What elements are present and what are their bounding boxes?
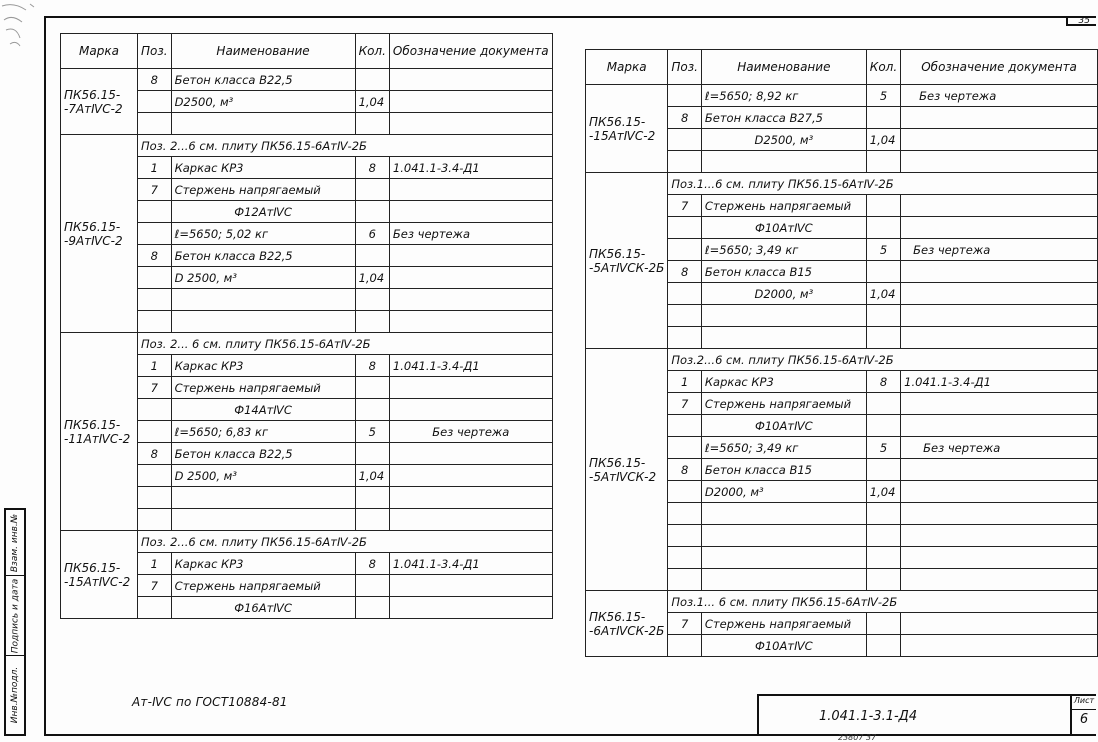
bottom-code: 23807 37 <box>838 733 877 742</box>
qty-cell <box>866 415 900 437</box>
name-cell: Каркас КР3 <box>171 553 355 575</box>
qty-cell: 5 <box>866 437 900 459</box>
doc-cell <box>389 267 552 289</box>
pos-cell <box>668 503 702 525</box>
name-cell: ℓ=5650; 3,49 кг <box>701 437 866 459</box>
qty-cell <box>866 613 900 635</box>
header-qty: Кол. <box>355 34 389 69</box>
doc-cell <box>901 415 1098 437</box>
qty-cell <box>355 377 389 399</box>
name-cell: D 2500, м³ <box>171 465 355 487</box>
name-cell: D2500, м³ <box>171 91 355 113</box>
pos-cell: 8 <box>138 443 172 465</box>
doc-cell <box>389 179 552 201</box>
pos-cell <box>138 267 172 289</box>
pos-cell <box>138 465 172 487</box>
pos-cell: 8 <box>138 69 172 91</box>
qty-cell <box>866 525 900 547</box>
pos-cell: 7 <box>668 613 702 635</box>
qty-cell <box>355 509 389 531</box>
name-cell <box>171 289 355 311</box>
mark-cell: ПК56.15- -5АтⅣСК-2Б <box>586 173 668 349</box>
doc-cell <box>901 217 1098 239</box>
doc-cell: 1.041.1-3.4-Д1 <box>901 371 1098 393</box>
name-cell <box>701 569 866 591</box>
sheet-label: Лист <box>1072 696 1096 710</box>
pos-cell: 1 <box>668 371 702 393</box>
name-cell: ℓ=5650; 3,49 кг <box>701 239 866 261</box>
doc-cell <box>901 195 1098 217</box>
doc-cell <box>389 113 552 135</box>
stamp-label-replace: Взам. инв.№ <box>10 513 20 572</box>
pos-cell <box>138 509 172 531</box>
qty-cell <box>355 575 389 597</box>
qty-cell <box>866 151 900 173</box>
qty-cell: 1,04 <box>355 91 389 113</box>
header-doc: Обозначение документа <box>389 34 552 69</box>
pos-cell <box>138 91 172 113</box>
table-row <box>61 69 553 91</box>
qty-cell: 1,04 <box>866 481 900 503</box>
qty-cell <box>866 327 900 349</box>
pos-cell <box>668 415 702 437</box>
doc-cell <box>389 91 552 113</box>
doc-cell <box>901 283 1098 305</box>
doc-cell <box>901 547 1098 569</box>
mark-cell: ПК56.15- -15АтⅣС-2 <box>61 531 138 619</box>
name-cell <box>171 509 355 531</box>
doc-cell <box>389 487 552 509</box>
qty-cell: 8 <box>355 553 389 575</box>
name-cell: Каркас КР3 <box>171 355 355 377</box>
mark-cell: ПК56.15- -7АтⅣС-2 <box>61 69 138 135</box>
name-cell: Бетон класса В15 <box>701 459 866 481</box>
stamp-cell-sign <box>6 576 24 656</box>
pos-cell <box>138 311 172 333</box>
table-row <box>586 349 1098 371</box>
qty-cell <box>355 179 389 201</box>
name-cell: Ф10АтⅣС <box>701 635 866 657</box>
qty-cell <box>355 399 389 421</box>
pos-cell <box>138 597 172 619</box>
table-header <box>586 50 1098 85</box>
name-cell: Стержень напрягаемый <box>701 613 866 635</box>
qty-cell <box>866 195 900 217</box>
qty-cell <box>355 245 389 267</box>
group-title: Поз. 2...6 см. плиту ПК56.15-6АтⅣ-2Б <box>138 135 553 157</box>
name-cell: Стержень напрягаемый <box>701 195 866 217</box>
name-cell: Каркас КР3 <box>171 157 355 179</box>
doc-cell: 1.041.1-3.4-Д1 <box>389 553 552 575</box>
header-mark: Марка <box>586 50 668 85</box>
title-block <box>757 694 1096 736</box>
pos-cell <box>138 487 172 509</box>
pos-cell <box>668 129 702 151</box>
doc-cell <box>389 509 552 531</box>
pos-cell: 7 <box>668 195 702 217</box>
pos-cell <box>138 223 172 245</box>
qty-cell <box>355 113 389 135</box>
doc-cell <box>389 245 552 267</box>
name-cell: Бетон класса В22,5 <box>171 245 355 267</box>
name-cell: Ф10АтⅣС <box>701 217 866 239</box>
doc-cell <box>901 525 1098 547</box>
side-stamp <box>4 508 26 736</box>
name-cell <box>701 503 866 525</box>
mark-cell: ПК56.15- -11АтⅣС-2 <box>61 333 138 531</box>
pos-cell <box>668 239 702 261</box>
table-row <box>61 333 553 355</box>
group-title: Поз. 2... 6 см. плиту ПК56.15-6АтⅣ-2Б <box>138 333 553 355</box>
name-cell <box>701 327 866 349</box>
table-row <box>61 531 553 553</box>
doc-cell <box>901 635 1098 657</box>
doc-cell: Без чертежа <box>901 239 1098 261</box>
qty-cell <box>866 261 900 283</box>
pos-cell <box>668 635 702 657</box>
pos-cell <box>138 201 172 223</box>
pos-cell <box>668 217 702 239</box>
header-name: Наименование <box>171 34 355 69</box>
document-code: 1.041.1-3.1-Д4 <box>819 709 918 724</box>
name-cell: D 2500, м³ <box>171 267 355 289</box>
header-pos: Поз. <box>668 50 702 85</box>
name-cell: D2000, м³ <box>701 283 866 305</box>
doc-cell <box>901 261 1098 283</box>
doc-cell <box>389 465 552 487</box>
pos-cell: 1 <box>138 355 172 377</box>
qty-cell <box>355 487 389 509</box>
doc-cell <box>901 569 1098 591</box>
table-row <box>586 85 1098 107</box>
qty-cell <box>866 459 900 481</box>
name-cell <box>171 311 355 333</box>
name-cell <box>171 487 355 509</box>
doc-cell <box>389 69 552 91</box>
pos-cell <box>668 481 702 503</box>
qty-cell: 8 <box>355 355 389 377</box>
pos-cell: 7 <box>668 393 702 415</box>
doc-cell: 1.041.1-3.4-Д1 <box>389 157 552 179</box>
name-cell: ℓ=5650; 6,83 кг <box>171 421 355 443</box>
name-cell: Бетон класса В22,5 <box>171 69 355 91</box>
pos-cell <box>668 525 702 547</box>
doc-cell: Без чертежа <box>901 437 1098 459</box>
doc-cell <box>901 503 1098 525</box>
doc-cell <box>389 201 552 223</box>
sheet-number: 6 <box>1079 712 1089 727</box>
table-row <box>61 135 553 157</box>
pos-cell <box>668 437 702 459</box>
name-cell: Ф10АтⅣС <box>701 415 866 437</box>
qty-cell <box>866 217 900 239</box>
pos-cell <box>138 289 172 311</box>
doc-cell <box>901 393 1098 415</box>
header-doc: Обозначение документа <box>901 50 1098 85</box>
doc-cell: 1.041.1-3.4-Д1 <box>389 355 552 377</box>
qty-cell: 5 <box>866 85 900 107</box>
mark-cell: ПК56.15- -15АтⅣС-2 <box>586 85 668 173</box>
doc-cell <box>389 289 552 311</box>
name-cell <box>701 305 866 327</box>
qty-cell <box>866 547 900 569</box>
pos-cell: 7 <box>138 377 172 399</box>
header-pos: Поз. <box>138 34 172 69</box>
qty-cell <box>866 305 900 327</box>
pos-cell <box>668 85 702 107</box>
pos-cell <box>668 151 702 173</box>
stamp-label-inv: Инв.№подл. <box>10 666 20 724</box>
name-cell: Бетон класса В22,5 <box>171 443 355 465</box>
stamp-cell-inv <box>6 656 24 734</box>
doc-cell <box>901 107 1098 129</box>
qty-cell <box>355 69 389 91</box>
pos-cell: 7 <box>138 179 172 201</box>
pos-cell <box>138 399 172 421</box>
doc-cell <box>901 151 1098 173</box>
pos-cell: 8 <box>668 459 702 481</box>
name-cell: ℓ=5650; 8,92 кг <box>701 85 866 107</box>
name-cell: Каркас КР3 <box>701 371 866 393</box>
pos-cell <box>668 305 702 327</box>
name-cell: Стержень напрягаемый <box>171 377 355 399</box>
name-cell: D2500, м³ <box>701 129 866 151</box>
name-cell <box>701 525 866 547</box>
mark-cell: ПК56.15- -6АтⅣСК-2Б <box>586 591 668 657</box>
doc-cell <box>901 481 1098 503</box>
qty-cell <box>355 597 389 619</box>
qty-cell <box>866 107 900 129</box>
qty-cell: 8 <box>355 157 389 179</box>
doc-cell <box>901 459 1098 481</box>
qty-cell: 5 <box>355 421 389 443</box>
pos-cell: 8 <box>668 261 702 283</box>
pos-cell: 1 <box>138 553 172 575</box>
header-qty: Кол. <box>866 50 900 85</box>
doc-cell <box>901 129 1098 151</box>
name-cell: Ф16АтⅣС <box>171 597 355 619</box>
sheet-box <box>1070 696 1096 736</box>
name-cell: D2000, м³ <box>701 481 866 503</box>
group-title: Поз. 2...6 см. плиту ПК56.15-6АтⅣ-2Б <box>138 531 553 553</box>
corner-number: 35 <box>1078 16 1090 26</box>
pos-cell: 7 <box>138 575 172 597</box>
doc-cell <box>901 613 1098 635</box>
pos-cell <box>668 283 702 305</box>
doc-cell <box>389 443 552 465</box>
pos-cell: 1 <box>138 157 172 179</box>
qty-cell <box>866 503 900 525</box>
group-title: Поз.2...6 см. плиту ПК56.15-6АтⅣ-2Б <box>668 349 1098 371</box>
name-cell <box>171 113 355 135</box>
qty-cell: 6 <box>355 223 389 245</box>
name-cell: Ф14АтⅣС <box>171 399 355 421</box>
doc-cell: Без чертежа <box>389 421 552 443</box>
stamp-cell-replace <box>6 510 24 576</box>
doc-cell: Без чертежа <box>901 85 1098 107</box>
mark-cell: ПК56.15- -5АтⅣСК-2 <box>586 349 668 591</box>
name-cell: Стержень напрягаемый <box>701 393 866 415</box>
name-cell: Ф12АтⅣС <box>171 201 355 223</box>
header-mark: Марка <box>61 34 138 69</box>
table-header <box>61 34 553 69</box>
doc-cell <box>901 327 1098 349</box>
group-title: Поз.1... 6 см. плиту ПК56.15-6АтⅣ-2Б <box>668 591 1098 613</box>
qty-cell: 1,04 <box>866 129 900 151</box>
name-cell <box>701 547 866 569</box>
pos-cell <box>668 569 702 591</box>
qty-cell <box>355 201 389 223</box>
doc-cell <box>901 305 1098 327</box>
qty-cell: 5 <box>866 239 900 261</box>
pos-cell <box>138 421 172 443</box>
doc-cell <box>389 575 552 597</box>
doc-cell <box>389 399 552 421</box>
corner-box <box>1066 18 1096 26</box>
pos-cell: 8 <box>668 107 702 129</box>
qty-cell <box>866 569 900 591</box>
name-cell: Бетон класса В27,5 <box>701 107 866 129</box>
doc-cell <box>389 377 552 399</box>
pos-cell <box>668 327 702 349</box>
table-row <box>586 173 1098 195</box>
qty-cell <box>866 393 900 415</box>
pos-cell <box>668 547 702 569</box>
name-cell: Стержень напрягаемый <box>171 179 355 201</box>
qty-cell <box>866 635 900 657</box>
qty-cell <box>355 311 389 333</box>
qty-cell: 1,04 <box>866 283 900 305</box>
group-title: Поз.1...6 см. плиту ПК56.15-6АтⅣ-2Б <box>668 173 1098 195</box>
name-cell: Стержень напрягаемый <box>171 575 355 597</box>
spec-table-right <box>585 49 1098 657</box>
header-name: Наименование <box>701 50 866 85</box>
doc-cell <box>389 597 552 619</box>
qty-cell: 1,04 <box>355 267 389 289</box>
name-cell: Бетон класса В15 <box>701 261 866 283</box>
qty-cell <box>355 289 389 311</box>
table-row <box>586 591 1098 613</box>
name-cell: ℓ=5650; 5,02 кг <box>171 223 355 245</box>
qty-cell: 8 <box>866 371 900 393</box>
name-cell <box>701 151 866 173</box>
mark-cell: ПК56.15- -9АтⅣС-2 <box>61 135 138 333</box>
pos-cell <box>138 113 172 135</box>
stamp-label-sign: Подпись и дата <box>10 578 20 653</box>
footer-note: Ат-ⅣС по ГОСТ10884-81 <box>132 695 288 709</box>
pos-cell: 8 <box>138 245 172 267</box>
spec-table-left <box>60 33 553 619</box>
doc-cell <box>389 311 552 333</box>
qty-cell <box>355 443 389 465</box>
doc-cell: Без чертежа <box>389 223 552 245</box>
qty-cell: 1,04 <box>355 465 389 487</box>
